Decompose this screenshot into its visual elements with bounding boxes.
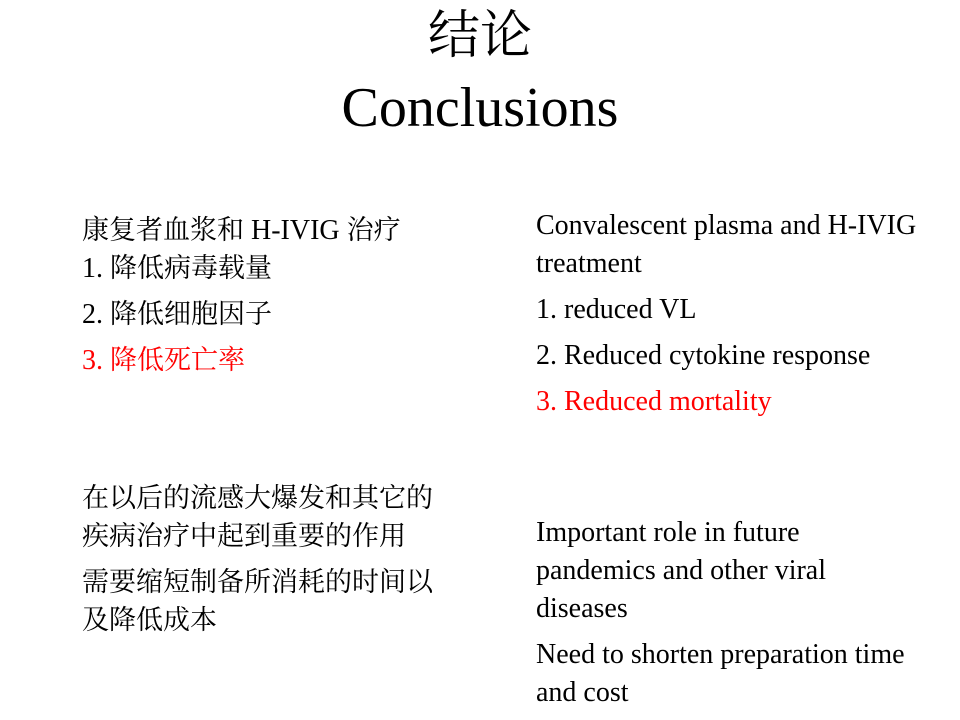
left-heading [82, 212, 462, 250]
right-future-role: Important role in future pandemics and other viral diseases [536, 517, 827, 624]
left-item-3-text: 降低死亡率 [110, 345, 245, 376]
left-item-1-text: 降低病毒载量 [110, 253, 272, 284]
title-chinese: 结论 [427, 6, 532, 66]
left-item-2 [82, 296, 462, 334]
left-future-role: 在以后的流感大爆发和其它的疾病治疗中起到重要的作用 [82, 483, 433, 552]
right-heading: Convalescent plasma and H-IVIG treatment [536, 210, 917, 279]
left-results-block [82, 212, 462, 380]
left-outlook-block [82, 480, 442, 640]
left-item-3-num: 3. [82, 345, 103, 376]
left-item-1 [82, 250, 462, 288]
right-outlook-block [536, 514, 906, 712]
right-need-shorten: Need to shorten preparation time and cost [536, 639, 905, 708]
left-heading-zh-tail: 治疗 [346, 215, 401, 246]
left-item-2-num: 2. [82, 299, 103, 330]
title-english: Conclusions [341, 77, 619, 139]
left-heading-zh: 康复者血浆和 [82, 215, 244, 246]
left-heading-en: H-IVIG [251, 215, 340, 246]
right-item-2: 2. Reduced cytokine response [536, 340, 871, 371]
left-item-1-num: 1. [82, 253, 103, 284]
left-item-2-text: 降低细胞因子 [110, 299, 272, 330]
right-item-1: 1. reduced VL [536, 294, 697, 325]
right-results-block [536, 207, 926, 421]
right-item-3: 3. Reduced mortality [536, 386, 772, 417]
left-item-3 [82, 342, 462, 380]
left-need-shorten: 需要缩短制备所消耗的时间以及降低成本 [82, 567, 433, 636]
